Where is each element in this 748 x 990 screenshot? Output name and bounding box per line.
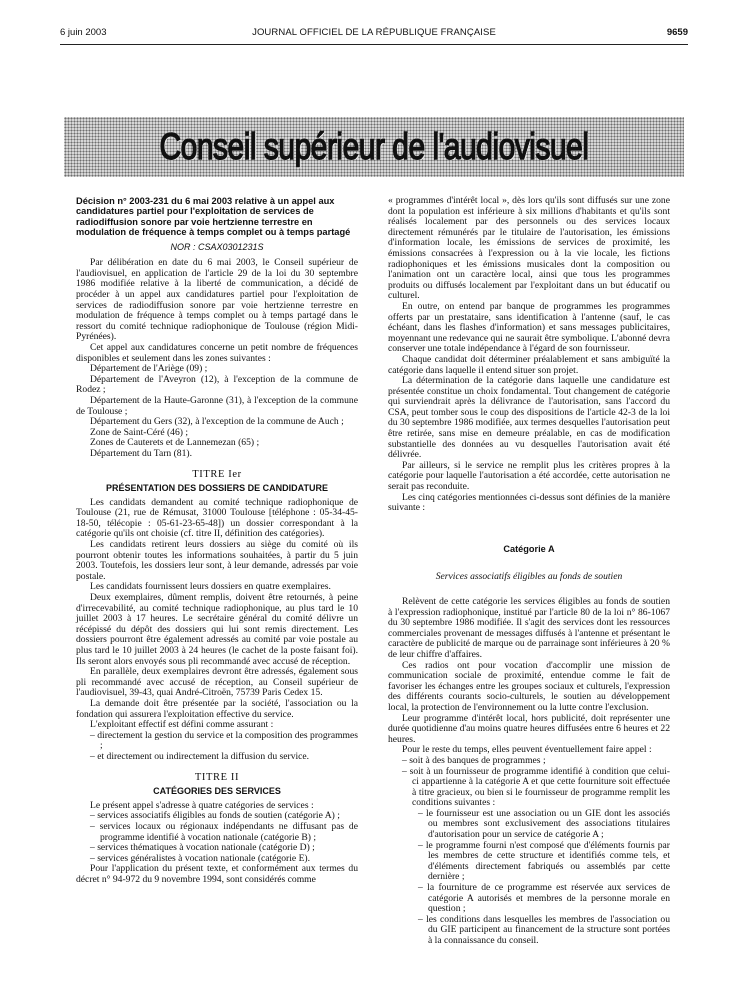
header-page-number: 9659 <box>666 27 688 38</box>
right-column <box>388 196 670 947</box>
paragraph: Par ailleurs, si le service ne remplit plus les critères propres à la catégorie pour laquelle l'autorisation a été accordée, cette autorisation ne serait pas reconduite. <box>388 459 670 493</box>
category-title: Catégorie A <box>503 543 555 554</box>
paragraph: Ces radios ont pour vocation d'accomplir une mission de communication sociale de proximité, entendue comme le fait de favoriser les échanges entre les groupes sociaux et culturels, l'expression des différents courants socio-culturels, le soutien au développement local, la protection de l'environnement ou la lutte contre l'exclusion. <box>388 659 670 713</box>
paragraph: L'exploitant effectif est défini comme assurant : <box>90 719 274 731</box>
paragraph: Relèvent de cette catégorie les services éligibles au fonds de soutien à l'expression radiophonique, institué par l'article 80 de la loi n° 86-1067 du 30 septembre 1986 modifiée. Il s'agit des services dont les ressources commerciales provenant de messages diffusés à l'antenne et présentant le caractère de publicité de marque ou de parrainage sont inférieures à 20 % de leur chiffre d'affaires. <box>388 596 670 660</box>
section-subtitle: CATÉGORIES DES SERVICES <box>153 786 281 797</box>
list-item: – soit à des banques de programmes ; <box>402 754 546 766</box>
zone-item: Département du Gers (32), à l'exception de la commune de Auch ; <box>90 416 344 428</box>
section-title: TITRE II <box>194 771 240 783</box>
zone-item: Zone de Saint-Céré (46) ; <box>90 426 189 438</box>
paragraph: Chaque candidat doit déterminer préalablement et sans ambiguïté la catégorie dans laquelle il entend situer son projet. <box>388 353 670 376</box>
paragraph: Leur programme d'intérêt local, hors publicité, doit représenter une durée quotidienne d'au moins quatre heures diffusées entre 6 heures et 22 heures. <box>388 712 670 745</box>
list-item: – directement la gestion du service et la composition des programmes ; <box>90 729 358 752</box>
paragraph: La demande doit être présentée par la société, l'association ou la fondation qui assurera l'exploitation effective du service. <box>76 697 358 720</box>
list-subitem: – les conditions dans lesquelles les membres de l'association ou du GIE participent au financement de la structure sont portées à la connaissance du conseil. <box>418 913 670 946</box>
paragraph: Le présent appel s'adresse à quatre catégories de services : <box>90 799 314 811</box>
header-journal-title: JOURNAL OFFICIEL DE LA RÉPUBLIQUE FRANÇAISE <box>252 27 496 38</box>
banner-title: Conseil supérieur de l'audiovisuel <box>159 127 589 168</box>
paragraph: Pour l'application du présent texte, et conformément aux termes du décret n° 94-972 du 9 novembre 1994, sont considérés comme <box>76 863 358 885</box>
paragraph: La détermination de la catégorie dans laquelle une candidature est présentée constitue un choix fondamental. Tout changement de catégorie qui surviendrait après la délivrance de l'autorisation, sans l'accord du CSA, peut tomber sous le coup des dispositions de l'article 42-3 de la loi du 30 septembre 1986 modifiée, aux termes desquelles l'autorisation peut être retirée, sans mise en demeure préalable, en cas de modification substantielle des données au vu desquelles l'autorisation avait été délivrée. <box>388 375 670 461</box>
paragraph: Deux exemplaires, dûment remplis, doivent être retournés, à peine d'irrecevabilité, au comité technique radiophonique, au plus tard le 10 juillet 2003 à 17 heures. Le secrétaire général du comité délivre un récépissé du dépôt des dossiers qui lui sont remis directement. Les dossiers pourront être également adressés au comité par voie postale au plus tard le 10 juillet 2003 à 24 heures (le cachet de la poste faisant foi). Ils seront alors envoyés sous pli recommandé avec accusé de réception. <box>76 592 358 667</box>
paragraph: Par délibération en date du 6 mai 2003, le Conseil supérieur de l'audiovisuel, en application de l'article 29 de la loi du 30 septembre 1986 modifiée relative à la liberté de communication, a décidé de procéder à un appel aux candidatures partiel pour l'exploitation de services de radiodiffusion sonore par voie hertzienne terrestre en modulation de fréquence à temps complet ou à temps partagé dans le ressort du comité technique radiophonique de Toulouse (région Midi-Pyrénées). <box>76 257 358 343</box>
page-header <box>60 27 688 41</box>
paragraph: En parallèle, deux exemplaires devront être adressés, également sous pli recommandé avec accusé de réception, au Conseil supérieur de l'audiovisuel, 39-43, quai André-Citroën, 75739 Paris Cedex 15. <box>76 666 358 699</box>
section-title: TITRE Ier <box>192 468 242 480</box>
paragraph: « programmes d'intérêt local », dès lors qu'ils sont diffusés sur une zone dont la population est inférieure à six millions d'habitants et qu'ils sont réalisés localement par des personnels ou des services locaux directement rémunérés par le titulaire de l'autorisation, les émissions d'information locale, les émissions de services de proximité, les émissions consacrées à l'expression ou à la vie locale, les fictions radiophoniques et les émissions musicales dont la composition ou l'animation ont un caractère local, ainsi que tous les programmes produits ou diffusés localement par l'exploitant dans un but éducatif ou culturel. <box>388 195 670 302</box>
list-item: – services généralistes à vocation nationale (catégorie E). <box>90 852 311 864</box>
nor-text: NOR : CSAX0301231S <box>170 241 264 252</box>
paragraph: Les cinq catégories mentionnées ci-dessus sont définies de la manière suivante : <box>388 491 670 514</box>
zone-item: Zones de Cauterets et de Lannemezan (65) ; <box>90 437 260 449</box>
paragraph: Les candidats fournissent leurs dossiers en quatre exemplaires. <box>90 581 331 593</box>
list-item: – services associatifs éligibles au fonds de soutien (catégorie A) ; <box>90 810 340 822</box>
paragraph: Les candidats demandent au comité technique radiophonique de Toulouse (21, rue de Rémusat, 31000 Toulouse [téléphone : 05-34-45-18-50, télécopie : 05-61-23-65-48]) un dossier correspondant à la catégorie qu'ils ont choisie (cf. titre II, définition des catégories). <box>76 496 358 540</box>
nor-reference <box>76 242 358 253</box>
list-subitem: – le programme fourni n'est composé que d'éléments fournis par les membres de cette structure et identifiés comme tels, et d'éléments directement fabriqués ou assemblés par cette dernière ; <box>418 839 670 883</box>
list-item: – et directement ou indirectement la diffusion du service. <box>90 750 310 762</box>
zone-item: Département du Tarn (81). <box>90 447 192 459</box>
zone-item: Département de la Haute-Garonne (31), à l'exception de la commune de Toulouse ; <box>76 394 358 417</box>
list-item: – services thématiques à vocation nationale (catégorie D) ; <box>90 842 315 854</box>
header-rule <box>60 44 688 45</box>
decision-title: Décision n° 2003-231 du 6 mai 2003 relative à un appel aux candidatures partiel pour l'exploitation de services de radiodiffusion sonore par voie hertzienne terrestre en modulation de fréquence à temps complet ou à temps partagé <box>76 196 351 238</box>
header-date: 6 juin 2003 <box>60 27 107 38</box>
paragraph: Pour le reste du temps, elles peuvent éventuellement faire appel : <box>402 744 652 756</box>
list-item: – soit à un fournisseur de programme identifié à condition que celui-ci appartienne à la catégorie A et que cette fourniture soit effectuée à titre gracieux, ou bien si le fournisseur de programme remplit les conditions suivantes : <box>402 765 670 809</box>
list-item: – services locaux ou régionaux indépendants ne diffusant pas de programme identifié à vocation nationale (catégorie B) ; <box>90 820 358 843</box>
paragraph: En outre, on entend par banque de programmes les programmes offerts par un prestataire, sans identification à l'antenne (sauf, le cas échéant, dans les flashes d'information) et sans messages publicitaires, moyennant une redevance qui ne saurait être symbolique. L'abonné devra conserver une totale indépendance à l'égard de son fournisseur. <box>388 300 670 355</box>
list-subitem: – le fournisseur est une association ou un GIE dont les associés ou membres sont exclusivement des associations titulaires d'autorisation pour un service de catégorie A ; <box>418 807 670 841</box>
list-subitem: – la fourniture de ce programme est réservée aux services de catégorie A autorisés et membres de la personne morale en question ; <box>418 882 670 915</box>
zone-item: Département de l'Aveyron (12), à l'exception de la commune de Rodez ; <box>76 373 358 396</box>
zone-item: Département de l'Ariège (09) ; <box>90 363 208 375</box>
paragraph: Les candidats retirent leurs dossiers au siège du comité où ils pourront obtenir toutes les informations souhaitées, à partir du 5 juin 2003. Toutefois, les dossiers leur sont, à leur demande, adressés par voie postale. <box>76 539 358 582</box>
category-subtitle: Services associatifs éligibles au fonds de soutien <box>435 571 623 583</box>
paragraph: Cet appel aux candidatures concerne un petit nombre de fréquences disponibles et seulement dans les zones suivantes : <box>76 341 358 364</box>
left-column <box>76 196 358 885</box>
section-subtitle: PRÉSENTATION DES DOSSIERS DE CANDIDATURE <box>105 483 329 494</box>
